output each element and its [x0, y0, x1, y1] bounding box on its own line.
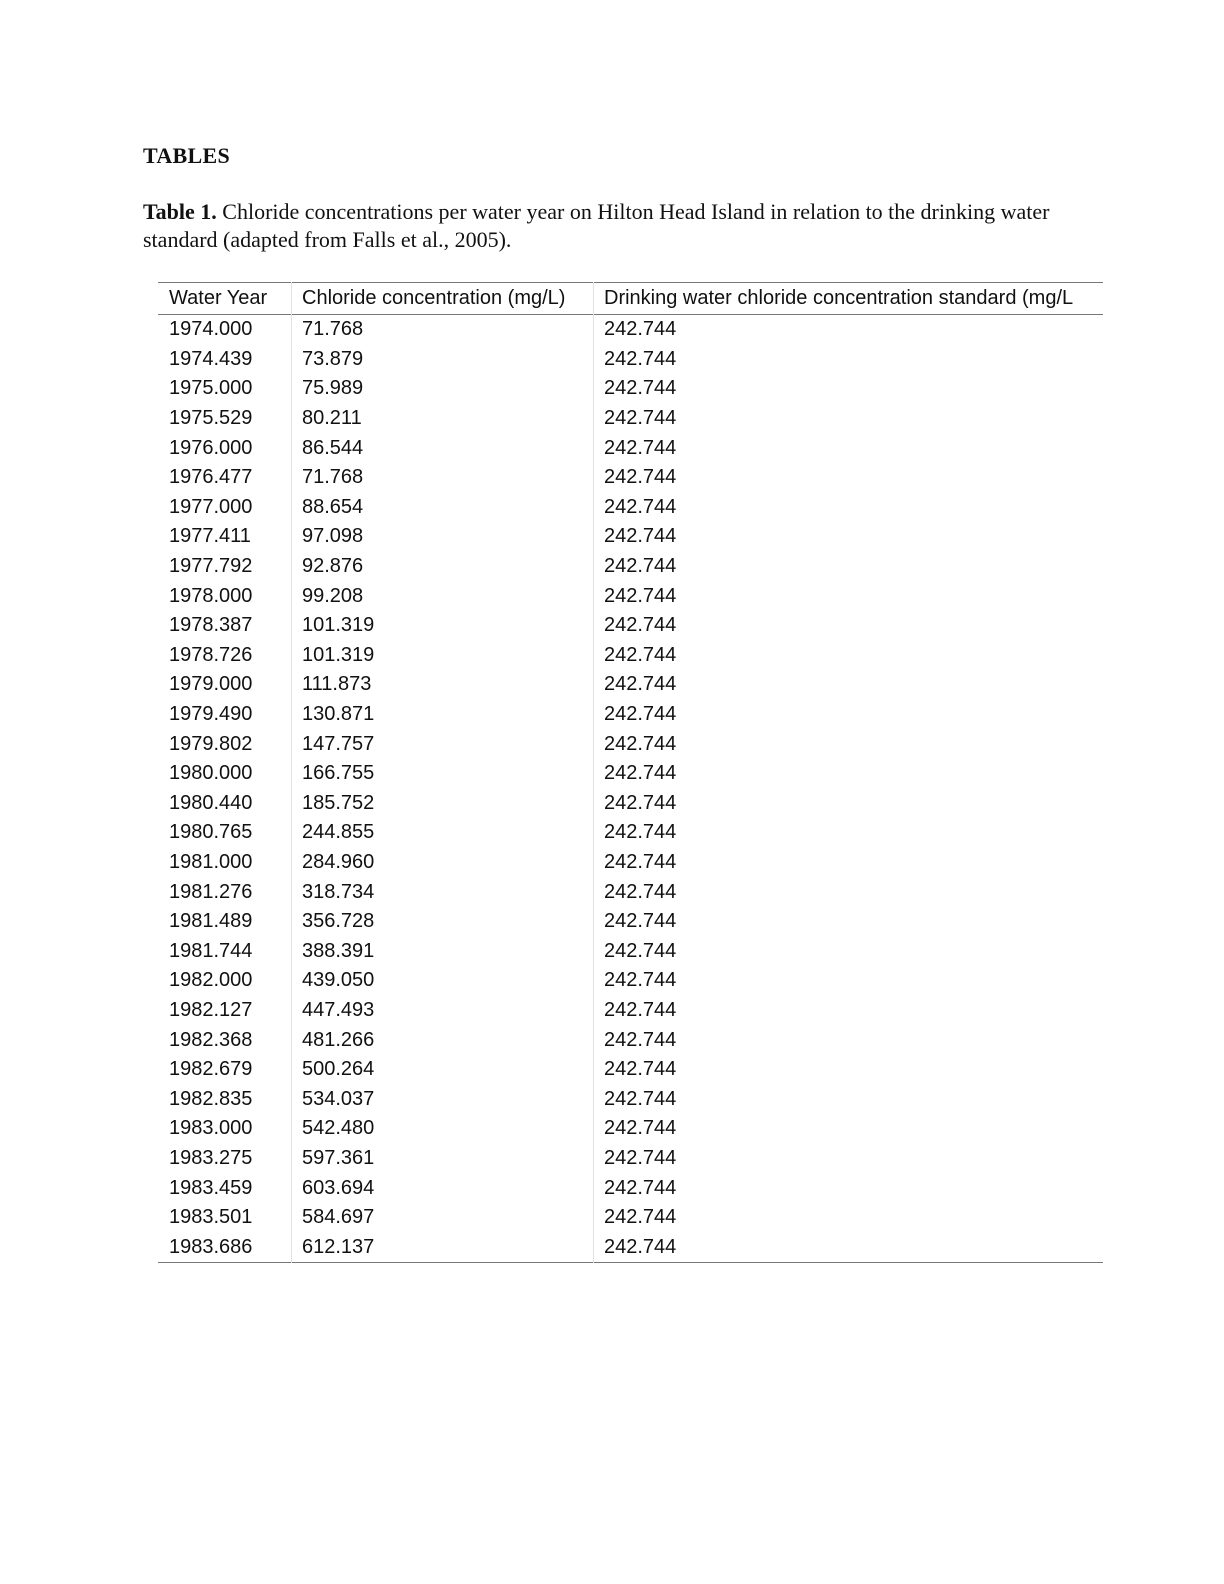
cell-drinking-water-standard: 242.744 — [604, 318, 677, 341]
cell-drinking-water-standard: 242.744 — [604, 1058, 677, 1081]
table-row — [158, 670, 1103, 700]
cell-drinking-water-standard: 242.744 — [604, 939, 677, 962]
cell-chloride-concentration: 481.266 — [292, 1025, 594, 1055]
cell-water-year: 1975.529 — [158, 404, 292, 434]
section-heading: TABLES — [143, 143, 230, 168]
table-row — [158, 463, 1103, 493]
cell-drinking-water-standard: 242.744 — [604, 703, 677, 726]
table-caption-text: Chloride concentrations per water year on Hilton Head Island in relation to the drinking water standard (adapted from Falls et al., 2005). — [143, 199, 1050, 252]
cell-drinking-water-standard: 242.744 — [604, 1146, 677, 1169]
cell-drinking-water-standard: 242.744 — [604, 1176, 677, 1199]
cell-water-year: 1977.000 — [158, 493, 292, 523]
cell-water-year: 1981.489 — [158, 907, 292, 937]
cell-drinking-water-standard: 242.744 — [604, 1206, 677, 1229]
table-caption — [143, 198, 1083, 254]
cell-water-year: 1978.000 — [158, 581, 292, 611]
cell-water-year: 1983.501 — [158, 1203, 292, 1233]
table-row — [158, 552, 1103, 582]
table-row — [158, 700, 1103, 730]
table-row — [158, 522, 1103, 552]
table-row — [158, 848, 1103, 878]
table-row — [158, 907, 1103, 937]
cell-water-year: 1978.726 — [158, 641, 292, 671]
cell-chloride-concentration: 73.879 — [292, 345, 594, 375]
table-row — [158, 877, 1103, 907]
cell-drinking-water-standard: 242.744 — [604, 643, 677, 666]
cell-drinking-water-standard: 242.744 — [604, 969, 677, 992]
cell-drinking-water-standard: 242.744 — [604, 614, 677, 637]
cell-chloride-concentration: 111.873 — [292, 670, 594, 700]
cell-water-year: 1982.679 — [158, 1055, 292, 1085]
cell-chloride-concentration: 130.871 — [292, 700, 594, 730]
cell-water-year: 1983.275 — [158, 1144, 292, 1174]
table-row — [158, 996, 1103, 1026]
cell-chloride-concentration: 86.544 — [292, 433, 594, 463]
cell-chloride-concentration: 88.654 — [292, 493, 594, 523]
cell-chloride-concentration: 166.755 — [292, 759, 594, 789]
cell-drinking-water-standard: 242.744 — [604, 347, 677, 370]
table-row — [158, 729, 1103, 759]
table-row — [158, 1025, 1103, 1055]
cell-drinking-water-standard: 242.744 — [604, 377, 677, 400]
table-row — [158, 611, 1103, 641]
cell-drinking-water-standard: 242.744 — [604, 998, 677, 1021]
table-row — [158, 1084, 1103, 1114]
cell-drinking-water-standard: 242.744 — [604, 910, 677, 933]
cell-drinking-water-standard: 242.744 — [604, 1235, 677, 1258]
cell-chloride-concentration: 101.319 — [292, 641, 594, 671]
table-row — [158, 1144, 1103, 1174]
cell-chloride-concentration: 147.757 — [292, 729, 594, 759]
cell-chloride-concentration: 534.037 — [292, 1084, 594, 1114]
table-row — [158, 759, 1103, 789]
cell-drinking-water-standard: 242.744 — [604, 466, 677, 489]
table-row — [158, 1055, 1103, 1085]
table-row — [158, 1203, 1103, 1233]
cell-water-year: 1980.440 — [158, 789, 292, 819]
cell-water-year: 1977.411 — [158, 522, 292, 552]
cell-water-year: 1974.439 — [158, 345, 292, 375]
table-row — [158, 433, 1103, 463]
cell-water-year: 1983.459 — [158, 1173, 292, 1203]
table-caption-label: Table 1. — [143, 199, 217, 224]
cell-chloride-concentration: 71.768 — [292, 463, 594, 493]
cell-drinking-water-standard: 242.744 — [604, 880, 677, 903]
cell-water-year: 1982.000 — [158, 966, 292, 996]
table-row — [158, 1173, 1103, 1203]
cell-chloride-concentration: 97.098 — [292, 522, 594, 552]
cell-water-year: 1983.686 — [158, 1232, 292, 1262]
column-header-water-year: Water Year — [158, 283, 292, 315]
table-row — [158, 1114, 1103, 1144]
cell-water-year: 1975.000 — [158, 374, 292, 404]
table-row — [158, 493, 1103, 523]
cell-chloride-concentration: 101.319 — [292, 611, 594, 641]
table-header — [158, 283, 1103, 315]
cell-drinking-water-standard: 242.744 — [604, 525, 677, 548]
cell-chloride-concentration: 80.211 — [292, 404, 594, 434]
cell-water-year: 1981.276 — [158, 877, 292, 907]
cell-water-year: 1982.127 — [158, 996, 292, 1026]
cell-chloride-concentration: 92.876 — [292, 552, 594, 582]
table-row — [158, 374, 1103, 404]
cell-chloride-concentration: 603.694 — [292, 1173, 594, 1203]
table-row — [158, 789, 1103, 819]
cell-drinking-water-standard: 242.744 — [604, 732, 677, 755]
cell-chloride-concentration: 584.697 — [292, 1203, 594, 1233]
cell-chloride-concentration: 542.480 — [292, 1114, 594, 1144]
cell-chloride-concentration: 185.752 — [292, 789, 594, 819]
cell-water-year: 1974.000 — [158, 315, 292, 345]
chloride-table-container — [158, 282, 1103, 1263]
table-row — [158, 641, 1103, 671]
cell-drinking-water-standard: 242.744 — [604, 762, 677, 785]
cell-drinking-water-standard: 242.744 — [604, 436, 677, 459]
cell-drinking-water-standard: 242.744 — [604, 555, 677, 578]
cell-water-year: 1982.835 — [158, 1084, 292, 1114]
cell-water-year: 1982.368 — [158, 1025, 292, 1055]
cell-water-year: 1977.792 — [158, 552, 292, 582]
cell-chloride-concentration: 612.137 — [292, 1232, 594, 1262]
cell-drinking-water-standard: 242.744 — [604, 407, 677, 430]
table-row — [158, 1232, 1103, 1262]
cell-chloride-concentration: 284.960 — [292, 848, 594, 878]
table-row — [158, 966, 1103, 996]
cell-drinking-water-standard: 242.744 — [604, 791, 677, 814]
cell-water-year: 1976.000 — [158, 433, 292, 463]
cell-water-year: 1980.000 — [158, 759, 292, 789]
table-row — [158, 936, 1103, 966]
table-header-row — [158, 283, 1103, 315]
table-row — [158, 345, 1103, 375]
cell-chloride-concentration: 356.728 — [292, 907, 594, 937]
cell-chloride-concentration: 500.264 — [292, 1055, 594, 1085]
cell-drinking-water-standard: 242.744 — [604, 673, 677, 696]
cell-drinking-water-standard: 242.744 — [604, 584, 677, 607]
column-header-drinking-water-standard: Drinking water chloride concentration standard (mg/L — [604, 287, 1074, 309]
cell-water-year: 1980.765 — [158, 818, 292, 848]
table-body — [158, 315, 1103, 1263]
cell-chloride-concentration: 318.734 — [292, 877, 594, 907]
cell-chloride-concentration: 447.493 — [292, 996, 594, 1026]
cell-water-year: 1976.477 — [158, 463, 292, 493]
cell-chloride-concentration: 75.989 — [292, 374, 594, 404]
cell-chloride-concentration: 71.768 — [292, 315, 594, 345]
cell-water-year: 1979.000 — [158, 670, 292, 700]
cell-chloride-concentration: 244.855 — [292, 818, 594, 848]
cell-drinking-water-standard: 242.744 — [604, 495, 677, 518]
cell-drinking-water-standard: 242.744 — [604, 850, 677, 873]
cell-water-year: 1983.000 — [158, 1114, 292, 1144]
cell-chloride-concentration: 388.391 — [292, 936, 594, 966]
cell-drinking-water-standard: 242.744 — [604, 1028, 677, 1051]
table-row — [158, 581, 1103, 611]
cell-water-year: 1979.802 — [158, 729, 292, 759]
column-header-chloride-concentration: Chloride concentration (mg/L) — [292, 283, 594, 315]
table-row — [158, 404, 1103, 434]
chloride-table — [158, 282, 1103, 1263]
cell-drinking-water-standard: 242.744 — [604, 1087, 677, 1110]
cell-water-year: 1979.490 — [158, 700, 292, 730]
cell-water-year: 1981.744 — [158, 936, 292, 966]
cell-chloride-concentration: 597.361 — [292, 1144, 594, 1174]
cell-chloride-concentration: 99.208 — [292, 581, 594, 611]
cell-drinking-water-standard: 242.744 — [604, 821, 677, 844]
table-row — [158, 818, 1103, 848]
table-row — [158, 315, 1103, 345]
cell-water-year: 1981.000 — [158, 848, 292, 878]
cell-drinking-water-standard: 242.744 — [604, 1117, 677, 1140]
cell-water-year: 1978.387 — [158, 611, 292, 641]
cell-chloride-concentration: 439.050 — [292, 966, 594, 996]
